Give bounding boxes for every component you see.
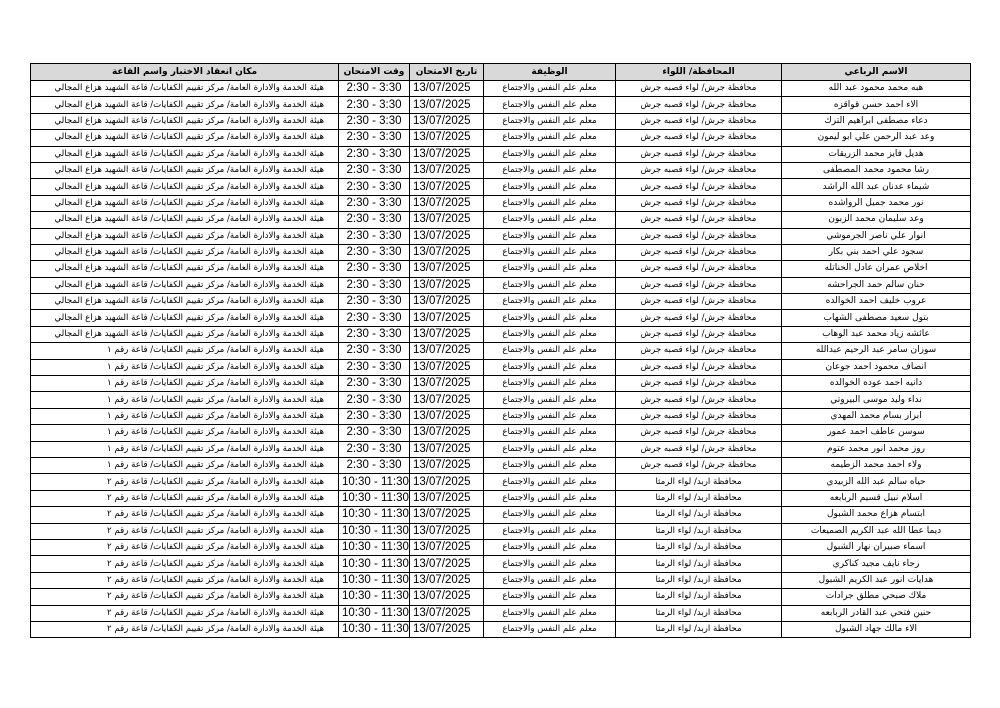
cell-time: 2:30 - 3:30 xyxy=(339,261,410,277)
cell-governorate: محافظة جرش/ لواء قصبه جرش xyxy=(616,146,782,162)
cell-job: معلم علم النفس والاجتماع xyxy=(484,228,616,244)
cell-name: انصاف محمود احمد جوعان xyxy=(782,359,971,375)
cell-governorate: محافظة اربد/ لواء الرمثا xyxy=(616,572,782,588)
cell-date: 13/07/2025 xyxy=(410,457,484,473)
cell-time: 10:30 - 11:30 xyxy=(339,589,410,605)
cell-governorate: محافظة جرش/ لواء قصبه جرش xyxy=(616,441,782,457)
table-row xyxy=(31,294,971,310)
cell-date: 13/07/2025 xyxy=(410,326,484,342)
cell-time: 2:30 - 3:30 xyxy=(339,212,410,228)
cell-job: معلم علم النفس والاجتماع xyxy=(484,425,616,441)
cell-date: 13/07/2025 xyxy=(410,359,484,375)
cell-name: حنان سالم حمد الجراحشه xyxy=(782,277,971,293)
cell-place: هيئة الخدمة والادارة العامة/ مركز تقييم الكفايات/ قاعة رقم ١ xyxy=(31,425,339,441)
cell-date: 13/07/2025 xyxy=(410,310,484,326)
cell-place: هيئة الخدمة والادارة العامة/ مركز تقييم الكفايات/ قاعة رقم ١ xyxy=(31,408,339,424)
cell-name: اخلاص عمران عادل الحناتله xyxy=(782,261,971,277)
cell-governorate: محافظة اربد/ لواء الرمثا xyxy=(616,507,782,523)
cell-name: اسلام نبيل قسيم الربابعه xyxy=(782,490,971,506)
cell-job: معلم علم النفس والاجتماع xyxy=(484,441,616,457)
cell-date: 13/07/2025 xyxy=(410,130,484,146)
cell-time: 10:30 - 11:30 xyxy=(339,605,410,621)
cell-place: هيئة الخدمة والادارة العامة/ مركز تقييم الكفايات/ قاعة الشهيد هزاع المجالي xyxy=(31,195,339,211)
cell-job: معلم علم النفس والاجتماع xyxy=(484,294,616,310)
cell-date: 13/07/2025 xyxy=(410,539,484,555)
table-row xyxy=(31,113,971,129)
cell-governorate: محافظة اربد/ لواء الرمثا xyxy=(616,490,782,506)
table-row xyxy=(31,162,971,178)
cell-governorate: محافظة جرش/ لواء قصبه جرش xyxy=(616,81,782,97)
cell-date: 13/07/2025 xyxy=(410,277,484,293)
header-governorate: المحافظة/ اللواء xyxy=(616,64,782,81)
cell-job: معلم علم النفس والاجتماع xyxy=(484,490,616,506)
cell-job: معلم علم النفس والاجتماع xyxy=(484,343,616,359)
cell-time: 2:30 - 3:30 xyxy=(339,408,410,424)
cell-time: 2:30 - 3:30 xyxy=(339,392,410,408)
cell-name: سجود علي احمد بني بكار xyxy=(782,244,971,260)
cell-job: معلم علم النفس والاجتماع xyxy=(484,457,616,473)
cell-job: معلم علم النفس والاجتماع xyxy=(484,408,616,424)
cell-place: هيئة الخدمة والادارة العامة/ مركز تقييم الكفايات/ قاعة الشهيد هزاع المجالي xyxy=(31,113,339,129)
cell-date: 13/07/2025 xyxy=(410,146,484,162)
cell-date: 13/07/2025 xyxy=(410,179,484,195)
cell-name: ابتسام هزاع محمد الشبول xyxy=(782,507,971,523)
table-row xyxy=(31,343,971,359)
cell-name: وعد عبد الرحمن علي ابو ليمون xyxy=(782,130,971,146)
cell-date: 13/07/2025 xyxy=(410,392,484,408)
table-row xyxy=(31,359,971,375)
cell-time: 2:30 - 3:30 xyxy=(339,179,410,195)
cell-job: معلم علم النفس والاجتماع xyxy=(484,179,616,195)
table-row xyxy=(31,277,971,293)
cell-time: 2:30 - 3:30 xyxy=(339,294,410,310)
cell-time: 2:30 - 3:30 xyxy=(339,343,410,359)
header-time: وقت الامتحان xyxy=(339,64,410,81)
cell-name: هديل فايز محمد الزريقات xyxy=(782,146,971,162)
cell-name: نداء وليد موسى البيروتي xyxy=(782,392,971,408)
cell-governorate: محافظة جرش/ لواء قصبه جرش xyxy=(616,359,782,375)
cell-governorate: محافظة جرش/ لواء قصبه جرش xyxy=(616,425,782,441)
cell-name: هبه محمد محمود عبد الله xyxy=(782,81,971,97)
cell-governorate: محافظة جرش/ لواء قصبه جرش xyxy=(616,376,782,392)
header-name: الاسم الرباعي xyxy=(782,64,971,81)
cell-place: هيئة الخدمة والادارة العامة/ مركز تقييم الكفايات/ قاعة رقم ٢ xyxy=(31,621,339,637)
cell-date: 13/07/2025 xyxy=(410,589,484,605)
table-row xyxy=(31,408,971,424)
cell-governorate: محافظة جرش/ لواء قصبه جرش xyxy=(616,195,782,211)
cell-date: 13/07/2025 xyxy=(410,474,484,490)
cell-governorate: محافظة جرش/ لواء قصبه جرش xyxy=(616,212,782,228)
cell-name: روز محمد انور محمد عتوم xyxy=(782,441,971,457)
table-row xyxy=(31,539,971,555)
cell-date: 13/07/2025 xyxy=(410,441,484,457)
cell-time: 10:30 - 11:30 xyxy=(339,507,410,523)
cell-governorate: محافظة اربد/ لواء الرمثا xyxy=(616,589,782,605)
cell-job: معلم علم النفس والاجتماع xyxy=(484,97,616,113)
cell-governorate: محافظة جرش/ لواء قصبه جرش xyxy=(616,113,782,129)
cell-job: معلم علم النفس والاجتماع xyxy=(484,474,616,490)
table-row xyxy=(31,589,971,605)
cell-name: ملاك صبحي مطلق جرادات xyxy=(782,589,971,605)
table-row xyxy=(31,376,971,392)
cell-name: دعاء مصطفى ابراهيم الترك xyxy=(782,113,971,129)
cell-time: 2:30 - 3:30 xyxy=(339,326,410,342)
cell-name: ديما عطا الله عبد الكريم الصميعات xyxy=(782,523,971,539)
cell-name: سوزان سامر عبد الرحيم عبدالله xyxy=(782,343,971,359)
cell-job: معلم علم النفس والاجتماع xyxy=(484,212,616,228)
cell-job: معلم علم النفس والاجتماع xyxy=(484,261,616,277)
cell-job: معلم علم النفس والاجتماع xyxy=(484,326,616,342)
cell-time: 2:30 - 3:30 xyxy=(339,244,410,260)
table-row xyxy=(31,261,971,277)
cell-time: 2:30 - 3:30 xyxy=(339,457,410,473)
cell-date: 13/07/2025 xyxy=(410,556,484,572)
cell-place: هيئة الخدمة والادارة العامة/ مركز تقييم الكفايات/ قاعة الشهيد هزاع المجالي xyxy=(31,146,339,162)
cell-date: 13/07/2025 xyxy=(410,212,484,228)
cell-date: 13/07/2025 xyxy=(410,195,484,211)
cell-governorate: محافظة اربد/ لواء الرمثا xyxy=(616,474,782,490)
cell-job: معلم علم النفس والاجتماع xyxy=(484,195,616,211)
table-row xyxy=(31,179,971,195)
cell-governorate: محافظة جرش/ لواء قصبه جرش xyxy=(616,294,782,310)
cell-place: هيئة الخدمة والادارة العامة/ مركز تقييم الكفايات/ قاعة رقم ٢ xyxy=(31,589,339,605)
cell-time: 10:30 - 11:30 xyxy=(339,621,410,637)
cell-date: 13/07/2025 xyxy=(410,408,484,424)
cell-job: معلم علم النفس والاجتماع xyxy=(484,523,616,539)
cell-date: 13/07/2025 xyxy=(410,490,484,506)
table-row xyxy=(31,130,971,146)
cell-job: معلم علم النفس والاجتماع xyxy=(484,539,616,555)
cell-name: ولاء احمد محمد الزطيمه xyxy=(782,457,971,473)
cell-date: 13/07/2025 xyxy=(410,97,484,113)
cell-governorate: محافظة جرش/ لواء قصبه جرش xyxy=(616,326,782,342)
cell-place: هيئة الخدمة والادارة العامة/ مركز تقييم الكفايات/ قاعة رقم ٢ xyxy=(31,605,339,621)
cell-date: 13/07/2025 xyxy=(410,605,484,621)
table-row xyxy=(31,195,971,211)
cell-name: بتول سعيد مصطفى الشهاب xyxy=(782,310,971,326)
cell-date: 13/07/2025 xyxy=(410,376,484,392)
cell-name: حياه سالم عبد الله الزبيدي xyxy=(782,474,971,490)
cell-governorate: محافظة جرش/ لواء قصبه جرش xyxy=(616,392,782,408)
cell-governorate: محافظة اربد/ لواء الرمثا xyxy=(616,556,782,572)
cell-place: هيئة الخدمة والادارة العامة/ مركز تقييم الكفايات/ قاعة الشهيد هزاع المجالي xyxy=(31,179,339,195)
cell-governorate: محافظة جرش/ لواء قصبه جرش xyxy=(616,179,782,195)
table-body xyxy=(31,81,971,638)
table-row xyxy=(31,572,971,588)
cell-date: 13/07/2025 xyxy=(410,507,484,523)
cell-time: 10:30 - 11:30 xyxy=(339,572,410,588)
cell-time: 2:30 - 3:30 xyxy=(339,277,410,293)
cell-place: هيئة الخدمة والادارة العامة/ مركز تقييم الكفايات/ قاعة الشهيد هزاع المجالي xyxy=(31,294,339,310)
cell-place: هيئة الخدمة والادارة العامة/ مركز تقييم الكفايات/ قاعة الشهيد هزاع المجالي xyxy=(31,326,339,342)
cell-name: الاء مالك جهاد الشبول xyxy=(782,621,971,637)
cell-place: هيئة الخدمة والادارة العامة/ مركز تقييم الكفايات/ قاعة رقم ٢ xyxy=(31,523,339,539)
cell-name: سوسن عاطف احمد عمور xyxy=(782,425,971,441)
cell-date: 13/07/2025 xyxy=(410,228,484,244)
cell-date: 13/07/2025 xyxy=(410,81,484,97)
cell-governorate: محافظة جرش/ لواء قصبه جرش xyxy=(616,228,782,244)
cell-place: هيئة الخدمة والادارة العامة/ مركز تقييم الكفايات/ قاعة رقم ١ xyxy=(31,457,339,473)
cell-place: هيئة الخدمة والادارة العامة/ مركز تقييم الكفايات/ قاعة رقم ١ xyxy=(31,376,339,392)
cell-job: معلم علم النفس والاجتماع xyxy=(484,81,616,97)
cell-governorate: محافظة جرش/ لواء قصبه جرش xyxy=(616,97,782,113)
cell-place: هيئة الخدمة والادارة العامة/ مركز تقييم الكفايات/ قاعة الشهيد هزاع المجالي xyxy=(31,228,339,244)
cell-job: معلم علم النفس والاجتماع xyxy=(484,605,616,621)
table-row xyxy=(31,441,971,457)
cell-date: 13/07/2025 xyxy=(410,343,484,359)
cell-name: حنين فتحي عبد القادر الربابعه xyxy=(782,605,971,621)
cell-time: 10:30 - 11:30 xyxy=(339,556,410,572)
cell-governorate: محافظة جرش/ لواء قصبه جرش xyxy=(616,457,782,473)
table-row xyxy=(31,474,971,490)
cell-governorate: محافظة جرش/ لواء قصبه جرش xyxy=(616,244,782,260)
table-row xyxy=(31,605,971,621)
cell-job: معلم علم النفس والاجتماع xyxy=(484,146,616,162)
cell-date: 13/07/2025 xyxy=(410,244,484,260)
cell-place: هيئة الخدمة والادارة العامة/ مركز تقييم الكفايات/ قاعة الشهيد هزاع المجالي xyxy=(31,81,339,97)
cell-governorate: محافظة جرش/ لواء قصبه جرش xyxy=(616,130,782,146)
cell-date: 13/07/2025 xyxy=(410,523,484,539)
cell-time: 2:30 - 3:30 xyxy=(339,162,410,178)
table-row xyxy=(31,212,971,228)
table-row xyxy=(31,425,971,441)
table-row xyxy=(31,507,971,523)
cell-date: 13/07/2025 xyxy=(410,425,484,441)
cell-job: معلم علم النفس والاجتماع xyxy=(484,376,616,392)
table-row xyxy=(31,392,971,408)
table-row xyxy=(31,523,971,539)
cell-name: وعد سليمان محمد الزبون xyxy=(782,212,971,228)
cell-governorate: محافظة جرش/ لواء قصبه جرش xyxy=(616,277,782,293)
cell-name: الاء احمد حسن قواقزه xyxy=(782,97,971,113)
cell-name: انوار علي ناصر الجرموشي xyxy=(782,228,971,244)
cell-place: هيئة الخدمة والادارة العامة/ مركز تقييم الكفايات/ قاعة رقم ٢ xyxy=(31,556,339,572)
table-row xyxy=(31,326,971,342)
cell-date: 13/07/2025 xyxy=(410,572,484,588)
cell-date: 13/07/2025 xyxy=(410,294,484,310)
table-row xyxy=(31,310,971,326)
cell-time: 2:30 - 3:30 xyxy=(339,310,410,326)
cell-time: 2:30 - 3:30 xyxy=(339,130,410,146)
cell-job: معلم علم النفس والاجتماع xyxy=(484,277,616,293)
cell-governorate: محافظة جرش/ لواء قصبه جرش xyxy=(616,261,782,277)
cell-time: 2:30 - 3:30 xyxy=(339,359,410,375)
cell-governorate: محافظة جرش/ لواء قصبه جرش xyxy=(616,310,782,326)
header-place: مكان انعقاد الاختبار واسم القاعة xyxy=(31,64,339,81)
cell-date: 13/07/2025 xyxy=(410,113,484,129)
cell-place: هيئة الخدمة والادارة العامة/ مركز تقييم الكفايات/ قاعة الشهيد هزاع المجالي xyxy=(31,162,339,178)
cell-job: معلم علم النفس والاجتماع xyxy=(484,572,616,588)
cell-governorate: محافظة اربد/ لواء الرمثا xyxy=(616,523,782,539)
cell-governorate: محافظة اربد/ لواء الرمثا xyxy=(616,621,782,637)
cell-date: 13/07/2025 xyxy=(410,261,484,277)
cell-place: هيئة الخدمة والادارة العامة/ مركز تقييم الكفايات/ قاعة الشهيد هزاع المجالي xyxy=(31,310,339,326)
table-row xyxy=(31,621,971,637)
table-row xyxy=(31,457,971,473)
cell-time: 2:30 - 3:30 xyxy=(339,146,410,162)
cell-place: هيئة الخدمة والادارة العامة/ مركز تقييم الكفايات/ قاعة الشهيد هزاع المجالي xyxy=(31,212,339,228)
cell-time: 10:30 - 11:30 xyxy=(339,490,410,506)
cell-time: 2:30 - 3:30 xyxy=(339,195,410,211)
cell-place: هيئة الخدمة والادارة العامة/ مركز تقييم الكفايات/ قاعة الشهيد هزاع المجالي xyxy=(31,244,339,260)
cell-governorate: محافظة اربد/ لواء الرمثا xyxy=(616,539,782,555)
cell-place: هيئة الخدمة والادارة العامة/ مركز تقييم الكفايات/ قاعة الشهيد هزاع المجالي xyxy=(31,97,339,113)
cell-name: نور محمد جميل الرواشده xyxy=(782,195,971,211)
cell-name: رجاء نايف مجيد كناكري xyxy=(782,556,971,572)
cell-time: 2:30 - 3:30 xyxy=(339,81,410,97)
table-row xyxy=(31,146,971,162)
cell-place: هيئة الخدمة والادارة العامة/ مركز تقييم الكفايات/ قاعة رقم ٢ xyxy=(31,490,339,506)
cell-time: 10:30 - 11:30 xyxy=(339,474,410,490)
cell-job: معلم علم النفس والاجتماع xyxy=(484,113,616,129)
table-row xyxy=(31,228,971,244)
cell-time: 2:30 - 3:30 xyxy=(339,441,410,457)
cell-place: هيئة الخدمة والادارة العامة/ مركز تقييم الكفايات/ قاعة رقم ٢ xyxy=(31,474,339,490)
cell-place: هيئة الخدمة والادارة العامة/ مركز تقييم الكفايات/ قاعة رقم ٢ xyxy=(31,539,339,555)
cell-name: دانيه احمد عوده الخوالده xyxy=(782,376,971,392)
cell-governorate: محافظة اربد/ لواء الرمثا xyxy=(616,605,782,621)
cell-date: 13/07/2025 xyxy=(410,621,484,637)
cell-time: 2:30 - 3:30 xyxy=(339,228,410,244)
table-row xyxy=(31,244,971,260)
cell-name: ابرار بسام محمد المهدي xyxy=(782,408,971,424)
cell-place: هيئة الخدمة والادارة العامة/ مركز تقييم الكفايات/ قاعة رقم ١ xyxy=(31,392,339,408)
cell-job: معلم علم النفس والاجتماع xyxy=(484,392,616,408)
cell-time: 10:30 - 11:30 xyxy=(339,539,410,555)
cell-governorate: محافظة جرش/ لواء قصبه جرش xyxy=(616,162,782,178)
cell-date: 13/07/2025 xyxy=(410,162,484,178)
cell-job: معلم علم النفس والاجتماع xyxy=(484,556,616,572)
cell-place: هيئة الخدمة والادارة العامة/ مركز تقييم الكفايات/ قاعة رقم ١ xyxy=(31,441,339,457)
table-row xyxy=(31,97,971,113)
cell-name: عائشه زياد محمد عبد الوهاب xyxy=(782,326,971,342)
cell-time: 2:30 - 3:30 xyxy=(339,425,410,441)
cell-name: عروب خليف احمد الخوالده xyxy=(782,294,971,310)
header-job: الوظيفة xyxy=(484,64,616,81)
table-row xyxy=(31,81,971,97)
cell-job: معلم علم النفس والاجتماع xyxy=(484,130,616,146)
cell-name: شيماء عدنان عبد الله الراشد xyxy=(782,179,971,195)
cell-place: هيئة الخدمة والادارة العامة/ مركز تقييم الكفايات/ قاعة رقم ١ xyxy=(31,343,339,359)
cell-place: هيئة الخدمة والادارة العامة/ مركز تقييم الكفايات/ قاعة الشهيد هزاع المجالي xyxy=(31,130,339,146)
cell-job: معلم علم النفس والاجتماع xyxy=(484,162,616,178)
cell-place: هيئة الخدمة والادارة العامة/ مركز تقييم الكفايات/ قاعة رقم ١ xyxy=(31,359,339,375)
cell-job: معلم علم النفس والاجتماع xyxy=(484,310,616,326)
cell-place: هيئة الخدمة والادارة العامة/ مركز تقييم الكفايات/ قاعة رقم ٢ xyxy=(31,507,339,523)
cell-job: معلم علم النفس والاجتماع xyxy=(484,244,616,260)
cell-job: معلم علم النفس والاجتماع xyxy=(484,359,616,375)
cell-governorate: محافظة جرش/ لواء قصبه جرش xyxy=(616,408,782,424)
table-row xyxy=(31,490,971,506)
cell-time: 2:30 - 3:30 xyxy=(339,113,410,129)
cell-place: هيئة الخدمة والادارة العامة/ مركز تقييم الكفايات/ قاعة الشهيد هزاع المجالي xyxy=(31,277,339,293)
cell-job: معلم علم النفس والاجتماع xyxy=(484,507,616,523)
cell-time: 2:30 - 3:30 xyxy=(339,97,410,113)
table-row xyxy=(31,556,971,572)
cell-name: رشا محمود محمد المصطفى xyxy=(782,162,971,178)
cell-job: معلم علم النفس والاجتماع xyxy=(484,621,616,637)
header-date: تاريخ الامتحان xyxy=(410,64,484,81)
cell-place: هيئة الخدمة والادارة العامة/ مركز تقييم الكفايات/ قاعة رقم ٢ xyxy=(31,572,339,588)
exam-schedule-table xyxy=(30,63,971,638)
cell-time: 2:30 - 3:30 xyxy=(339,376,410,392)
cell-place: هيئة الخدمة والادارة العامة/ مركز تقييم الكفايات/ قاعة الشهيد هزاع المجالي xyxy=(31,261,339,277)
cell-name: اسماء صبيران نهار الشبول xyxy=(782,539,971,555)
cell-time: 10:30 - 11:30 xyxy=(339,523,410,539)
cell-governorate: محافظة جرش/ لواء قصبه جرش xyxy=(616,343,782,359)
table-header-row xyxy=(31,64,971,81)
cell-job: معلم علم النفس والاجتماع xyxy=(484,589,616,605)
cell-name: هدايات انور عبد الكريم الشبول xyxy=(782,572,971,588)
